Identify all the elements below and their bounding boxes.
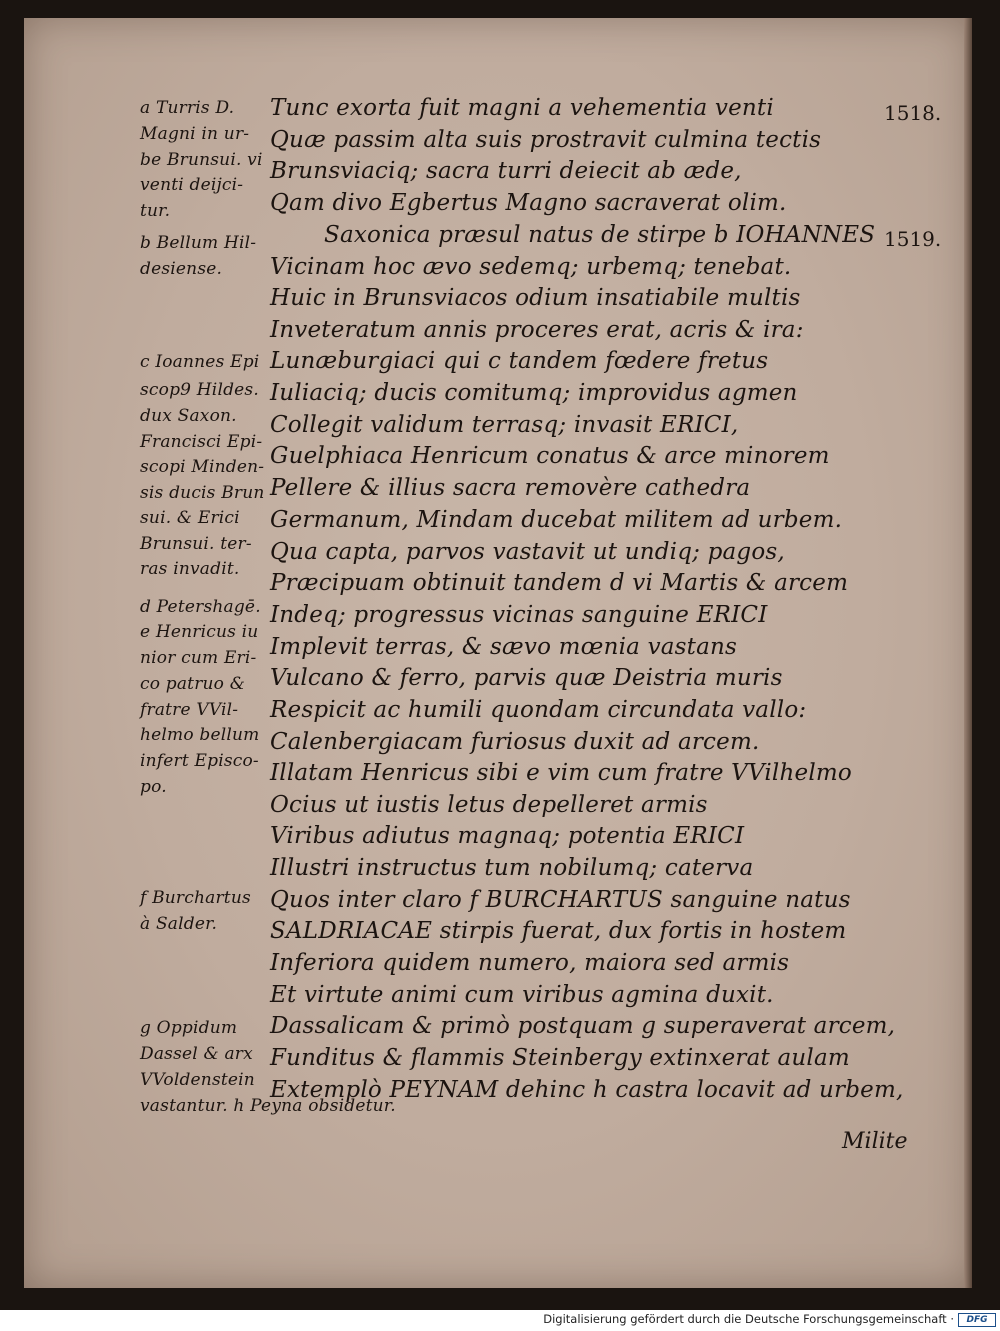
verse-line: Ocius ut iustis letus depelleret armis xyxy=(270,792,708,818)
verse-line: Indeq; progressus vicinas sanguine ERICI xyxy=(270,602,768,628)
margin-note-line: e Henricus iu xyxy=(140,622,259,642)
verse-line: Præcipuam obtinuit tandem d vi Martis & arcem xyxy=(270,570,849,596)
margin-note-line: Magni in ur- xyxy=(140,124,250,144)
margin-note-line: sui. & Erici xyxy=(140,508,240,528)
verse-line: Viribus adiutus magnaq; potentia ERICI xyxy=(270,823,745,849)
margin-note-line: be Brunsui. vi xyxy=(140,150,263,170)
margin-note-line: Francisci Epi- xyxy=(140,432,263,452)
verse-line: Implevit terras, & sævo mœnia vastans xyxy=(270,634,738,660)
margin-note-line: nior cum Eri- xyxy=(140,648,257,668)
verse-line: Guelphiaca Henricum conatus & arce minorem xyxy=(270,443,830,469)
dfg-logo-text: DFG xyxy=(966,1315,988,1325)
verse-line: Lunæburgiaci qui c tandem fœdere fretus xyxy=(270,348,769,374)
verse-line: Calenbergiacam furiosus duxit ad arcem. xyxy=(270,729,760,755)
margin-note-line: vastantur. h Peyna obsidetur. xyxy=(140,1096,396,1116)
margin-note-line: ras invadit. xyxy=(140,559,240,579)
verse-line: Illustri instructus tum nobilumq; caterva xyxy=(270,855,754,881)
verse-line: Germanum, Mindam ducebat militem ad urbem. xyxy=(270,507,843,533)
margin-note-line: scopi Minden- xyxy=(140,457,265,477)
verse-line: Brunsviaciq; sacra turri deiecit ab æde, xyxy=(270,158,742,184)
verse-line: Et virtute animi cum viribus agmina duxit. xyxy=(270,982,774,1008)
verse-line: Qam divo Egbertus Magno sacraverat olim. xyxy=(270,190,787,216)
verse-line: Qua capta, parvos vastavit ut undiq; pagos, xyxy=(270,539,785,565)
verse-line: Funditus & flammis Steinbergy extinxerat aulam xyxy=(270,1045,850,1071)
verse-line: Inferiora quidem numero, maiora sed armis xyxy=(270,950,790,976)
margin-note-line: tur. xyxy=(140,201,171,221)
verse-line: Extemplò PEYNAM dehinc h castra locavit ad urbem, xyxy=(270,1077,904,1103)
margin-note-line: Dassel & arx xyxy=(140,1044,253,1064)
margin-note-line: Brunsui. ter- xyxy=(140,534,252,554)
verse-line: Pellere & illius sacra removère cathedra xyxy=(270,475,751,501)
year-marker: 1518. xyxy=(884,101,942,125)
margin-note-line: a Turris D. xyxy=(140,98,235,118)
page-edge xyxy=(964,18,972,1288)
verse-line: Iuliaciq; ducis comitumq; improvidus agmen xyxy=(270,380,798,406)
margin-note-line: sis ducis Brun xyxy=(140,483,265,503)
footer-bar xyxy=(0,1310,1000,1331)
margin-note-line: helmo bellum xyxy=(140,725,260,745)
verse-line: Vulcano & ferro, parvis quæ Deistria muris xyxy=(270,665,783,691)
margin-note-line: f Burchartus xyxy=(140,888,251,908)
margin-note-line: g Oppidum xyxy=(140,1018,238,1038)
dfg-logo xyxy=(958,1313,996,1327)
margin-note-line: d Petershagē. xyxy=(140,597,261,617)
verse-line: Quæ passim alta suis prostravit culmina tectis xyxy=(270,127,822,153)
verse-line: Dassalicam & primò postquam g superaverat arcem, xyxy=(270,1013,896,1039)
margin-note-line: c Ioannes Epi xyxy=(140,352,260,372)
margin-note-line: po. xyxy=(140,777,167,797)
verse-line: Inveteratum annis proceres erat, acris & ira: xyxy=(270,317,804,343)
verse-line: Tunc exorta fuit magni a vehementia venti xyxy=(270,95,774,121)
year-marker: 1519. xyxy=(884,227,942,251)
verse-line: Collegit validum terrasq; invasit ERICI, xyxy=(270,412,739,438)
verse-line: Vicinam hoc ævo sedemq; urbemq; tenebat. xyxy=(270,254,792,280)
funding-credit: Digitalisierung gefördert durch die Deutsche Forschungsgemeinschaft · xyxy=(543,1312,954,1326)
verse-line: Respicit ac humili quondam circundata vallo: xyxy=(270,697,807,723)
margin-note-line: scop9 Hildes. xyxy=(140,380,259,400)
verse-line: Quos inter claro f BURCHARTUS sanguine natus xyxy=(270,887,851,913)
verse-line: SALDRIACAE stirpis fuerat, dux fortis in hostem xyxy=(270,918,847,944)
verse-line: Saxonica præsul natus de stirpe b IOHANNES xyxy=(324,222,876,248)
margin-note-line: venti deijci- xyxy=(140,175,244,195)
margin-note-line: desiense. xyxy=(140,259,223,279)
margin-note-line: fratre VVil- xyxy=(140,700,239,720)
margin-note-line: à Salder. xyxy=(140,914,218,934)
verse-line: Huic in Brunsviacos odium insatiabile multis xyxy=(270,285,801,311)
margin-note-line: co patruo & xyxy=(140,674,246,694)
verse-line: Illatam Henricus sibi e vim cum fratre VVilhelmo xyxy=(270,760,852,786)
catchword: Milite xyxy=(842,1129,908,1154)
margin-note-line: VVoldenstein xyxy=(140,1070,255,1090)
margin-note-line: infert Episco- xyxy=(140,751,259,771)
margin-note-line: b Bellum Hil- xyxy=(140,233,257,253)
margin-note-line: dux Saxon. xyxy=(140,406,237,426)
